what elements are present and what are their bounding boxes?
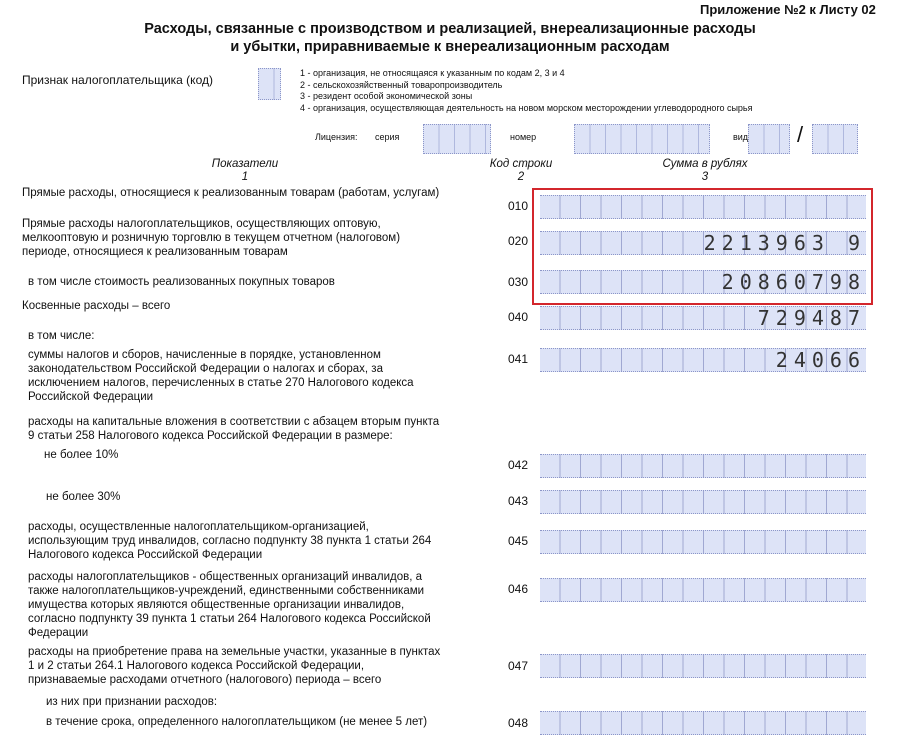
of-them-label: из них при признании расходов:	[46, 696, 218, 708]
license-series-input[interactable]	[423, 124, 491, 154]
row-046-field[interactable]	[540, 578, 866, 602]
row-042-label: не более 10%	[44, 449, 119, 461]
col-header-indicators	[205, 158, 285, 184]
row-030-label: в том числе стоимость реализованных покупных товаров	[28, 276, 335, 288]
row-047-label-line: признаваемые расходами отчетного (налогового) периода – всего	[28, 674, 382, 686]
row-043-field[interactable]	[540, 490, 866, 514]
license-kind-input-2[interactable]	[812, 124, 858, 154]
row-048-field[interactable]	[540, 711, 866, 735]
license-number-input[interactable]	[574, 124, 710, 154]
row-040-value: 729487	[757, 306, 866, 330]
capital-investments-label	[28, 415, 439, 443]
row-030-value: 20860798	[721, 270, 866, 294]
row-048-label: в течение срока, определенного налогоплательщиком (не менее 5 лет)	[46, 716, 428, 728]
row-043-code: 043	[508, 494, 529, 508]
license-label: Лицензия:	[315, 132, 358, 142]
row-040-field[interactable]	[540, 306, 866, 330]
col1-title: Показатели	[211, 158, 279, 170]
capital-label-line: 9 статьи 258 Налогового кодекса Российской Федерации в размере:	[28, 430, 393, 442]
taxpayer-code-4: 4 - организация, осуществляющая деятельность на новом морском месторождении углеводородного сырья	[300, 102, 753, 113]
row-047-label	[28, 645, 440, 687]
row-040-code: 040	[508, 310, 529, 324]
taxpayer-code-2: 2 - сельскохозяйственный товаропроизводитель	[300, 79, 503, 90]
row-047-code: 047	[508, 659, 529, 673]
col3-number: 3	[701, 171, 709, 183]
row-041-label-line: законодательством Российской Федерации о налогах и сборах, за	[28, 363, 383, 375]
taxpayer-code-1: 1 - организация, не относящаяся к указанным по кодам 2, 3 и 4	[300, 68, 565, 78]
license-kind-label: вид	[733, 132, 749, 142]
row-030-code: 030	[508, 275, 529, 289]
row-041-code: 041	[508, 352, 529, 366]
col2-title: Код строки	[489, 158, 553, 170]
row-010-label: Прямые расходы, относящиеся к реализованным товарам (работам, услугам)	[22, 187, 440, 199]
row-020-code: 020	[508, 234, 529, 248]
col3-title: Сумма в рублях	[662, 158, 748, 170]
row-046-label-line: согласно подпункту 39 пункта 1 статьи 264 Налогового кодекса Российской	[28, 613, 431, 625]
highlight-frame	[532, 188, 873, 305]
row-047-field[interactable]	[540, 654, 866, 678]
row-045-label-line: Налогового кодекса Российской Федерации	[28, 549, 263, 561]
page-title	[80, 20, 820, 56]
title-line-1: Расходы, связанные с производством и реализацией, внереализационные расходы	[144, 21, 756, 37]
title-line-2: и убытки, приравниваемые к внереализационным расходам	[230, 39, 670, 55]
row-020-value: 2213963 9	[703, 231, 866, 255]
row-020-label-line: периоде, относящиеся к реализованным товарам	[22, 246, 288, 258]
appendix-label: Приложение №2 к Листу 02	[700, 2, 876, 17]
row-046-code: 046	[508, 582, 529, 596]
row-020-label-line: Прямые расходы налогоплательщиков, осуществляющих оптовую,	[22, 218, 381, 230]
row-046-label-line: имущества которых являются общественные организации инвалидов,	[28, 599, 405, 611]
row-040-label: Косвенные расходы – всего	[22, 300, 171, 312]
taxpayer-code-3: 3 - резидент особой экономической зоны	[300, 91, 473, 101]
taxpayer-sign-input[interactable]	[258, 68, 281, 100]
license-slash: /	[797, 122, 804, 147]
col-header-sum	[650, 158, 760, 184]
license-number-label: номер	[510, 132, 537, 142]
license-series-label: серия	[375, 132, 400, 142]
row-047-label-line: расходы на приобретение права на земельные участки, указанные в пунктах	[28, 646, 441, 658]
row-046-label-line: Федерации	[28, 627, 89, 639]
row-043-label: не более 30%	[46, 491, 121, 503]
row-041-label-line: Российской Федерации	[28, 391, 154, 403]
taxpayer-codes-list	[300, 68, 753, 114]
row-020-label	[22, 217, 400, 259]
row-046-label-line: расходы налогоплательщиков - общественных организаций инвалидов, а	[28, 571, 423, 583]
row-045-label-line: расходы, осуществленные налогоплательщиком-организацией,	[28, 521, 369, 533]
row-042-field[interactable]	[540, 454, 866, 478]
row-046-label-line: также налогоплательщиков-учреждений, единственными собственниками	[28, 585, 425, 597]
row-020-label-line: мелкооптовую и розничную торговлю в текущем отчетном (налоговом)	[22, 232, 401, 244]
row-045-label	[28, 520, 431, 562]
row-045-label-line: использующим труд инвалидов, согласно подпункту 38 пункта 1 статьи 264	[28, 535, 432, 547]
row-045-code: 045	[508, 534, 529, 548]
row-041-label	[28, 348, 414, 404]
row-041-label-line: исключением налогов, перечисленных в статье 270 Налогового кодекса	[28, 377, 414, 389]
license-kind-input-1[interactable]	[748, 124, 790, 154]
capital-label-line: расходы на капитальные вложения в соответствии с абзацем вторым пункта	[28, 416, 440, 428]
row-041-value: 24066	[775, 348, 866, 372]
col-header-code	[476, 158, 566, 184]
taxpayer-sign-label: Признак налогоплательщика (код)	[22, 73, 213, 87]
row-042-code: 042	[508, 458, 529, 472]
row-010-code: 010	[508, 199, 529, 213]
row-045-field[interactable]	[540, 530, 866, 554]
col2-number: 2	[517, 171, 525, 183]
row-046-label	[28, 570, 431, 640]
row-041-label-line: суммы налогов и сборов, начисленные в порядке, установленном	[28, 349, 381, 361]
row-048-code: 048	[508, 716, 529, 730]
row-041-field[interactable]	[540, 348, 866, 372]
col1-number: 1	[241, 171, 249, 183]
including-label: в том числе:	[28, 330, 95, 342]
row-047-label-line: 1 и 2 статьи 264.1 Налогового кодекса Российской Федерации,	[28, 660, 365, 672]
